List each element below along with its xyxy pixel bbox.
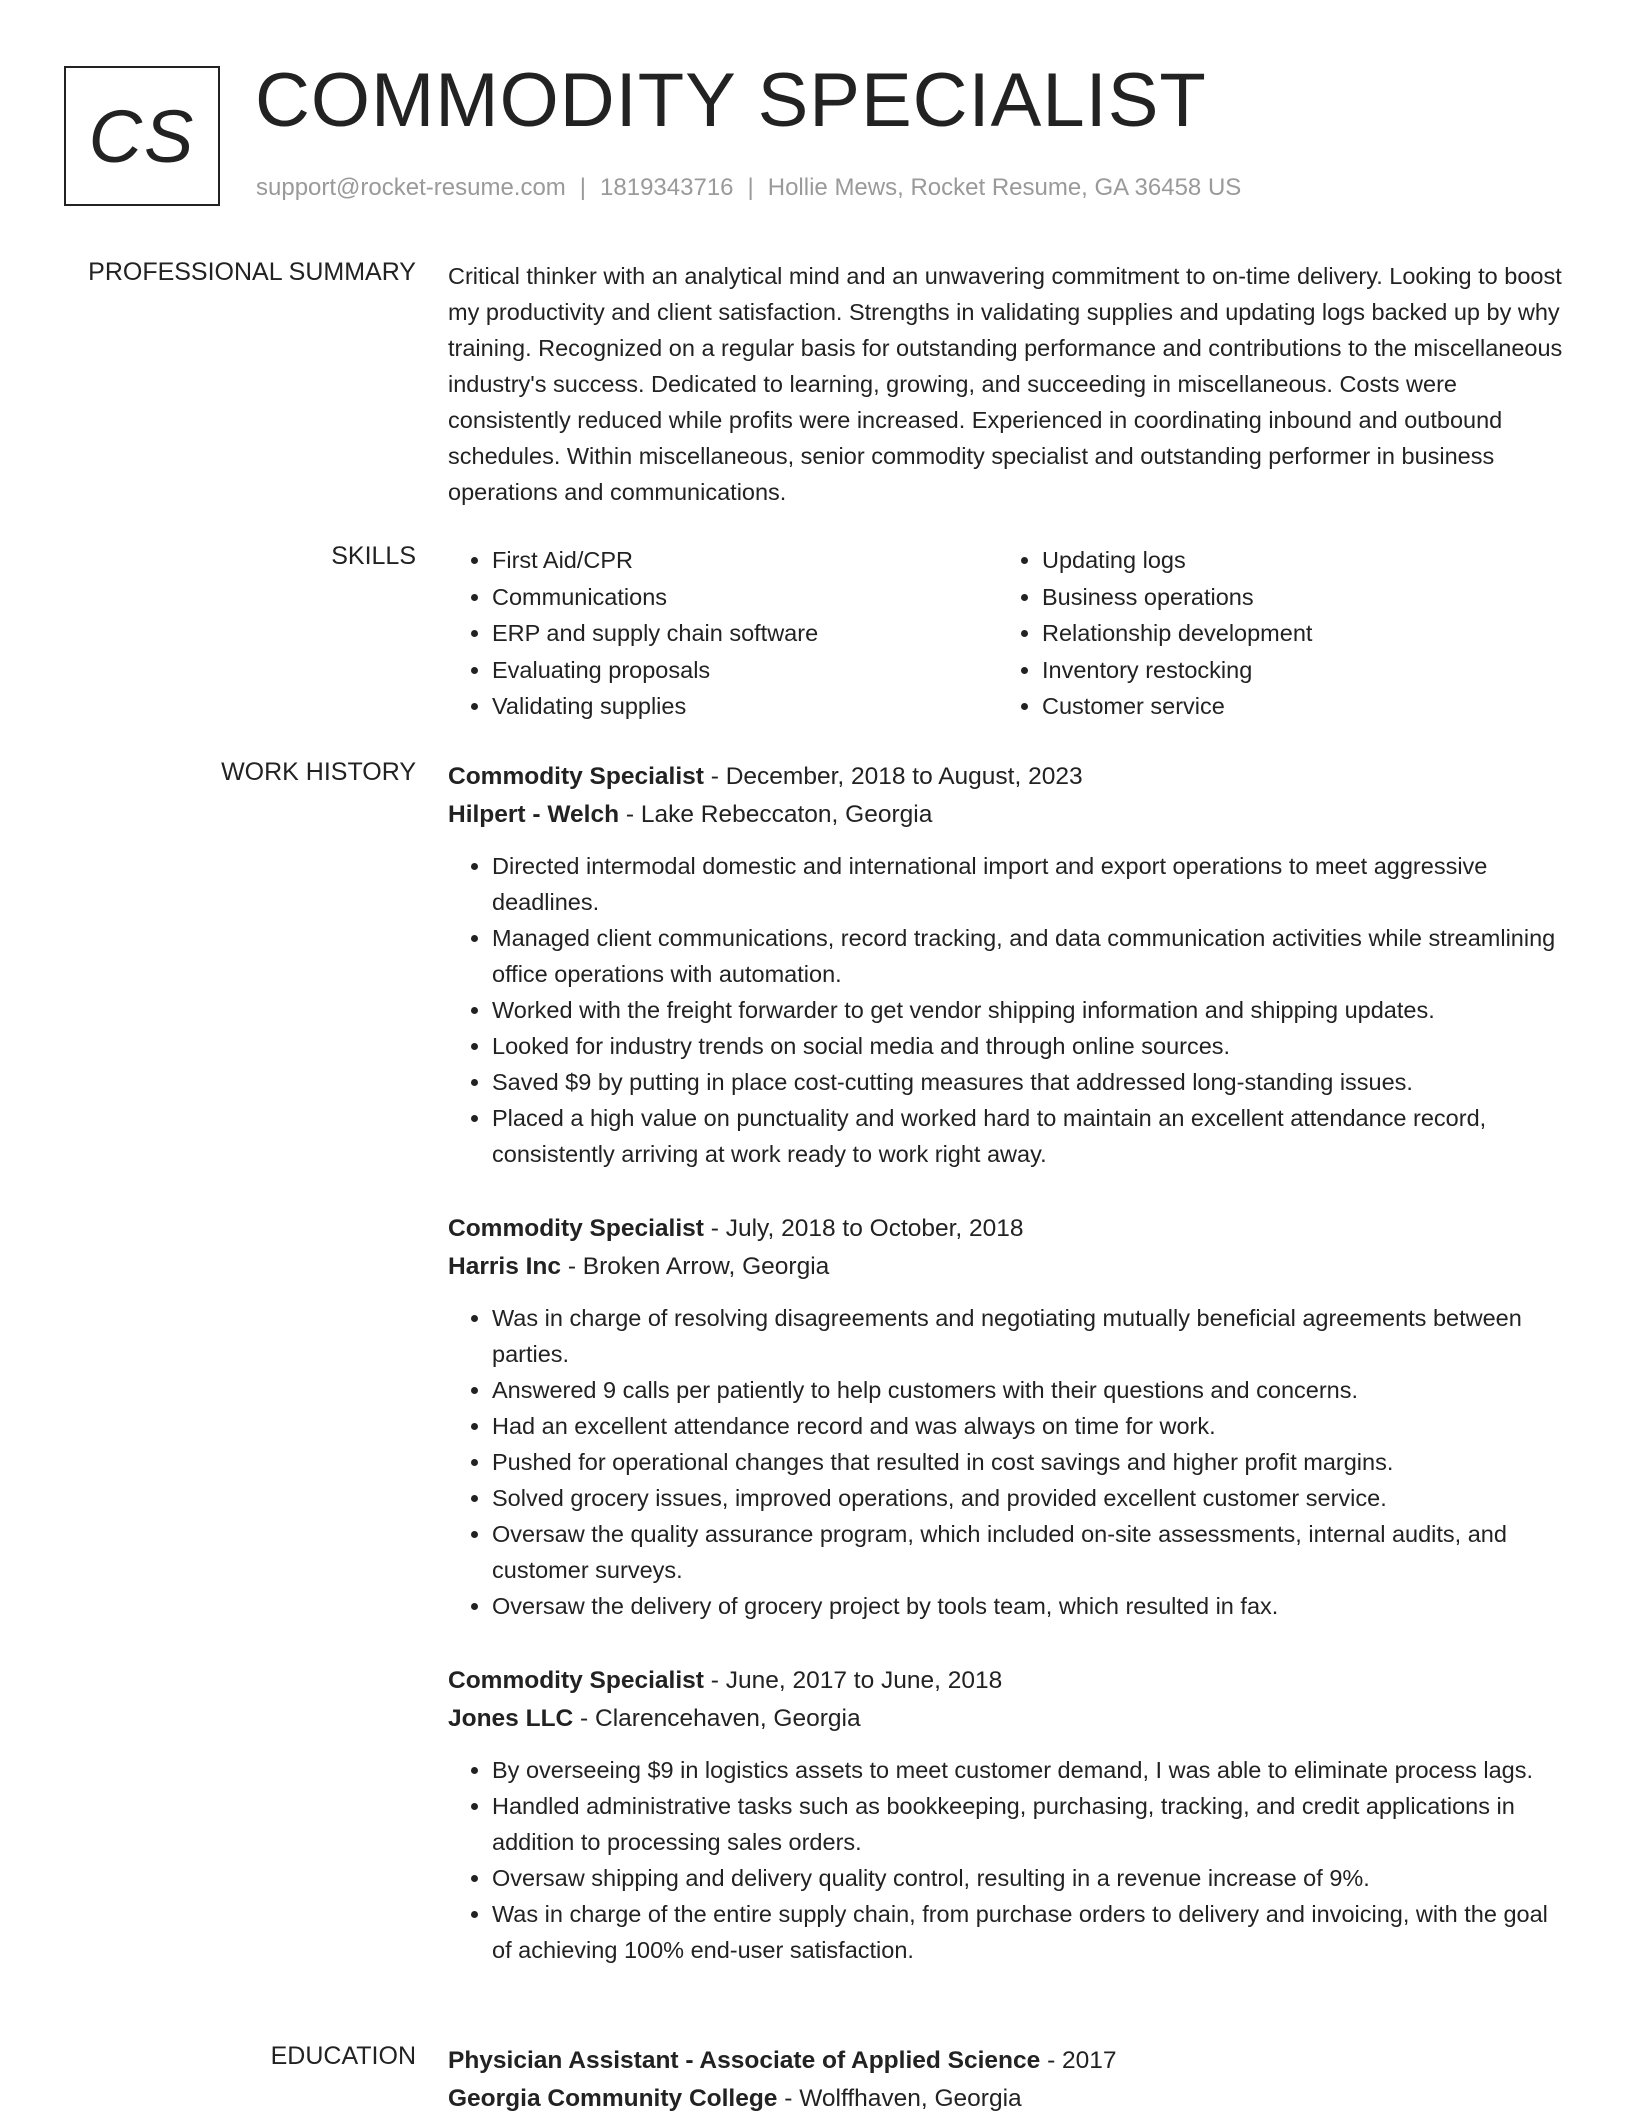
work-history-label: WORK HISTORY [221, 758, 416, 786]
job-title: Commodity Specialist [448, 763, 704, 790]
job-location: - Lake Rebeccaton, Georgia [619, 801, 933, 828]
job-bullets [448, 1752, 1568, 1968]
job-bullet: • Saved $9 by putting in place cost-cutting measures that addressed long-standing issues. [492, 1064, 1568, 1100]
job-dates: - July, 2018 to October, 2018 [703, 1215, 1024, 1242]
job-company: Hilpert - Welch [448, 801, 620, 828]
job-entry [448, 1210, 1568, 1624]
job-company-line [448, 1700, 1568, 1738]
summary-text: Critical thinker with an analytical mind and an unwavering commitment to on-time delivery. Looking to boost my productivity and client satisfaction. Strengths in validating supplies and updating logs backed up by why training. Recognized on a regular basis for outstanding performance and contributions to the miscellaneous industry's success. Dedicated to learning, growing, and succeeding in miscellaneous. Costs were consistently reduced while profits were increased. Experienced in coordinating inbound and outbound schedules. Within miscellaneous, senior commodity specialist and outstanding performer in business operations and communications. [448, 263, 1563, 505]
job-bullet: • Answered 9 calls per patiently to help customers with their questions and concerns. [492, 1372, 1568, 1408]
school-line [448, 2080, 1568, 2112]
degree-line [448, 2042, 1568, 2080]
skill-item: • Communications [492, 579, 998, 616]
contact-phone: 1819343716 [600, 174, 734, 201]
job-company-line [448, 1248, 1568, 1286]
school-location: - Wolffhaven, Georgia [777, 2085, 1022, 2112]
job-bullet: • Oversaw the delivery of grocery project by tools team, which resulted in fax. [492, 1588, 1568, 1624]
job-dates: - June, 2017 to June, 2018 [703, 1667, 1003, 1694]
skill-item: • First Aid/CPR [492, 542, 998, 579]
skill-item: • ERP and supply chain software [492, 615, 998, 652]
skill-item: • Customer service [1042, 688, 1548, 725]
skill-item: • Evaluating proposals [492, 652, 998, 689]
skills-label: SKILLS [331, 542, 416, 570]
skills-list [448, 542, 1568, 725]
job-bullet: • Looked for industry trends on social media and through online sources. [492, 1028, 1568, 1064]
contact-address: Hollie Mews, Rocket Resume, GA 36458 US [767, 174, 1242, 201]
job-bullets [448, 848, 1568, 1172]
job-location: - Broken Arrow, Georgia [561, 1253, 830, 1280]
contact-email: support@rocket-resume.com [256, 174, 566, 201]
job-bullet: • Worked with the freight forwarder to get vendor shipping information and shipping updates. [492, 992, 1568, 1028]
resume-title: COMMODITY SPECIALIST [255, 58, 1207, 143]
skills-column-right [998, 542, 1548, 725]
job-bullet: • Placed a high value on punctuality and worked hard to maintain an excellent attendance record, consistently arriving at work ready to work right away. [492, 1100, 1568, 1172]
summary-label: PROFESSIONAL SUMMARY [88, 258, 416, 286]
skills-column-left [448, 542, 998, 725]
job-bullet: • Was in charge of the entire supply chain, from purchase orders to delivery and invoicing, with the goal of achieving 100% end-user satisfaction. [492, 1896, 1568, 1968]
job-title: Commodity Specialist [448, 1215, 704, 1242]
education-entry [448, 2042, 1568, 2112]
job-bullet: • By overseeing $9 in logistics assets to meet customer demand, I was able to eliminate process lags. [492, 1752, 1568, 1788]
job-entry [448, 1662, 1568, 1968]
monogram-logo: CS [64, 66, 220, 206]
contact-separator: | [579, 174, 587, 201]
job-company: Jones LLC [448, 1705, 574, 1732]
school-name: Georgia Community College [448, 2085, 778, 2112]
skill-item: • Inventory restocking [1042, 652, 1548, 689]
skill-item: • Relationship development [1042, 615, 1548, 652]
education-label: EDUCATION [270, 2042, 416, 2070]
job-bullet: • Was in charge of resolving disagreements and negotiating mutually beneficial agreements between parties. [492, 1300, 1568, 1372]
job-bullet: • Managed client communications, record tracking, and data communication activities while streamlining office operations with automation. [492, 920, 1568, 992]
job-bullet: • Oversaw the quality assurance program, which included on-site assessments, internal audits, and customer surveys. [492, 1516, 1568, 1588]
job-company: Harris Inc [448, 1253, 562, 1280]
job-title-line [448, 758, 1568, 796]
job-bullet: • Handled administrative tasks such as bookkeeping, purchasing, tracking, and credit applications in addition to processing sales orders. [492, 1788, 1568, 1860]
skill-item: • Updating logs [1042, 542, 1548, 579]
contact-separator: | [747, 174, 754, 201]
job-entry [448, 758, 1568, 1172]
job-location: - Clarencehaven, Georgia [573, 1705, 861, 1732]
job-dates: - December, 2018 to August, 2023 [703, 763, 1083, 790]
job-company-line [448, 796, 1568, 834]
degree-year: - 2017 [1040, 2047, 1117, 2074]
job-bullet: • Solved grocery issues, improved operations, and provided excellent customer service. [492, 1480, 1568, 1516]
job-bullet: • Oversaw shipping and delivery quality control, resulting in a revenue increase of 9%. [492, 1860, 1568, 1896]
job-bullets [448, 1300, 1568, 1624]
skill-item: • Business operations [1042, 579, 1548, 616]
job-title-line [448, 1210, 1568, 1248]
job-title-line [448, 1662, 1568, 1700]
job-title: Commodity Specialist [448, 1667, 704, 1694]
degree-name: Physician Assistant - Associate of Applied Science [448, 2047, 1041, 2074]
skill-item: • Validating supplies [492, 688, 998, 725]
job-bullet: • Had an excellent attendance record and was always on time for work. [492, 1408, 1568, 1444]
job-bullet: • Pushed for operational changes that resulted in cost savings and higher profit margins. [492, 1444, 1568, 1480]
job-bullet: • Directed intermodal domestic and international import and export operations to meet aggressive deadlines. [492, 848, 1568, 920]
contact-line [256, 174, 1241, 202]
